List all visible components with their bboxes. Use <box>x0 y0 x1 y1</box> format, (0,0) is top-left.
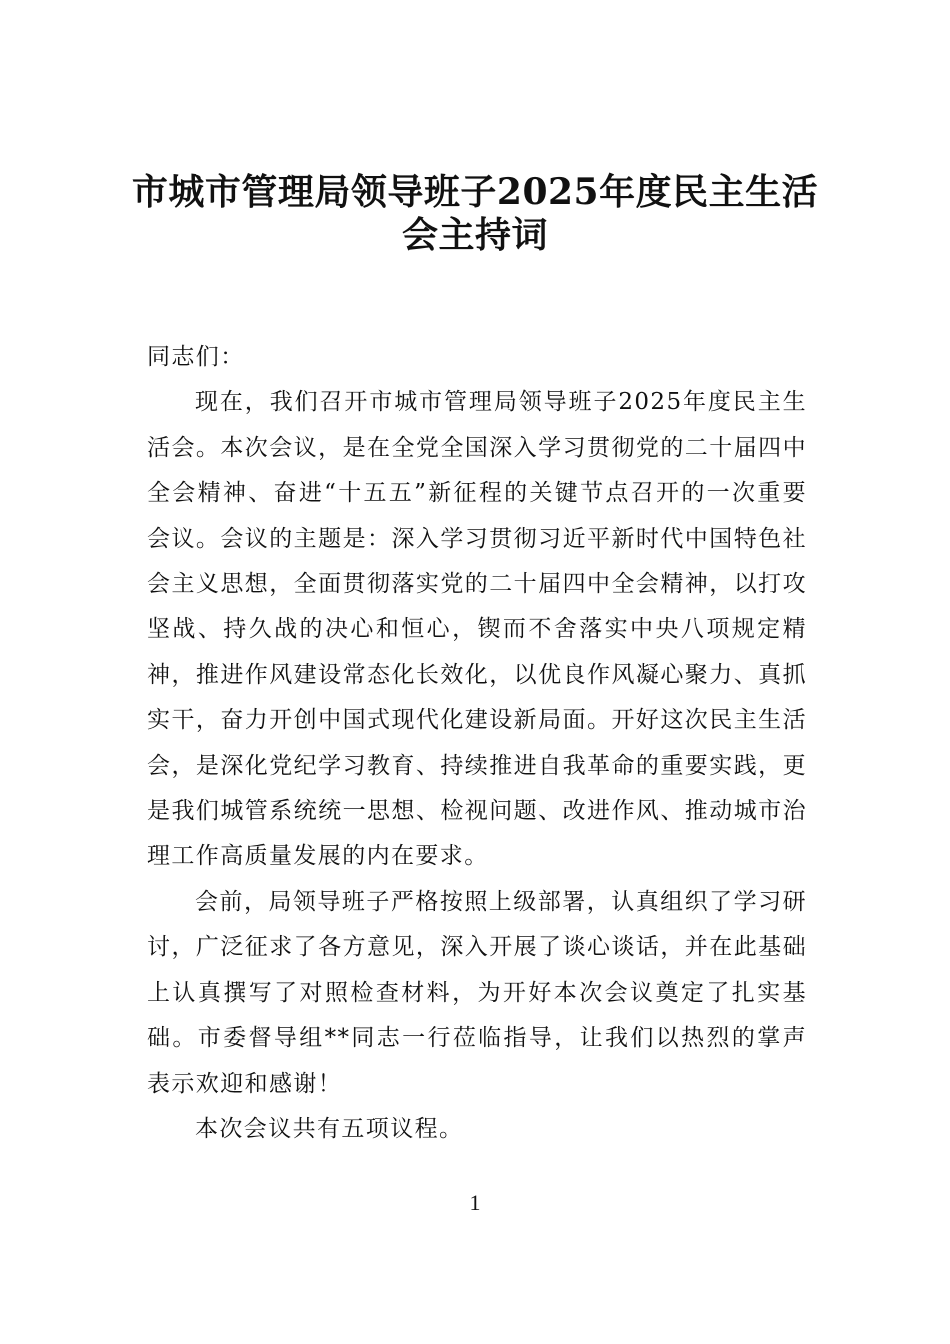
document-title-line-1: 市城市管理局领导班子2025年度民主生活 <box>131 171 819 213</box>
document-body <box>147 335 807 1152</box>
paragraph-opening: 现在，我们召开市城市管理局领导班子2025年度民主生活会。本次会议，是在全党全国深入学习贯彻党的二十届四中全会精神、奋进“十五五”新征程的关键节点召开的一次重要会议。会议的主题是：深入学习贯彻习近平新时代中国特色社会主义思想，全面贯彻落实党的二十届四中全会精神，以打攻坚战、持久战的决心和恒心，锲而不舍落实中央八项规定精神，推进作风建设常态化长效化，以优良作风凝心聚力、真抓实干，奋力开创中国式现代化建设新局面。开好这次民主生活会，是深化党纪学习教育、持续推进自我革命的重要实践，更是我们城管系统统一思想、检视问题、改进作风、推动城市治理工作高质量发展的内在要求。 <box>147 389 807 870</box>
salutation: 同志们： <box>147 344 245 370</box>
paragraph-agenda: 本次会议共有五项议程。 <box>195 1115 464 1142</box>
page-number: 1 <box>469 1190 481 1215</box>
document-title-line-2: 会主持词 <box>401 214 548 256</box>
paragraph-preparation: 会前，局领导班子严格按照上级部署，认真组织了学习研讨，广泛征求了各方意见，深入开展了谈心谈话，并在此基础上认真撰写了对照检查材料，为开好本次会议奠定了扎实基础。市委督导组**同志一行莅临指导，让我们以热烈的掌声表示欢迎和感谢！ <box>147 888 807 1097</box>
